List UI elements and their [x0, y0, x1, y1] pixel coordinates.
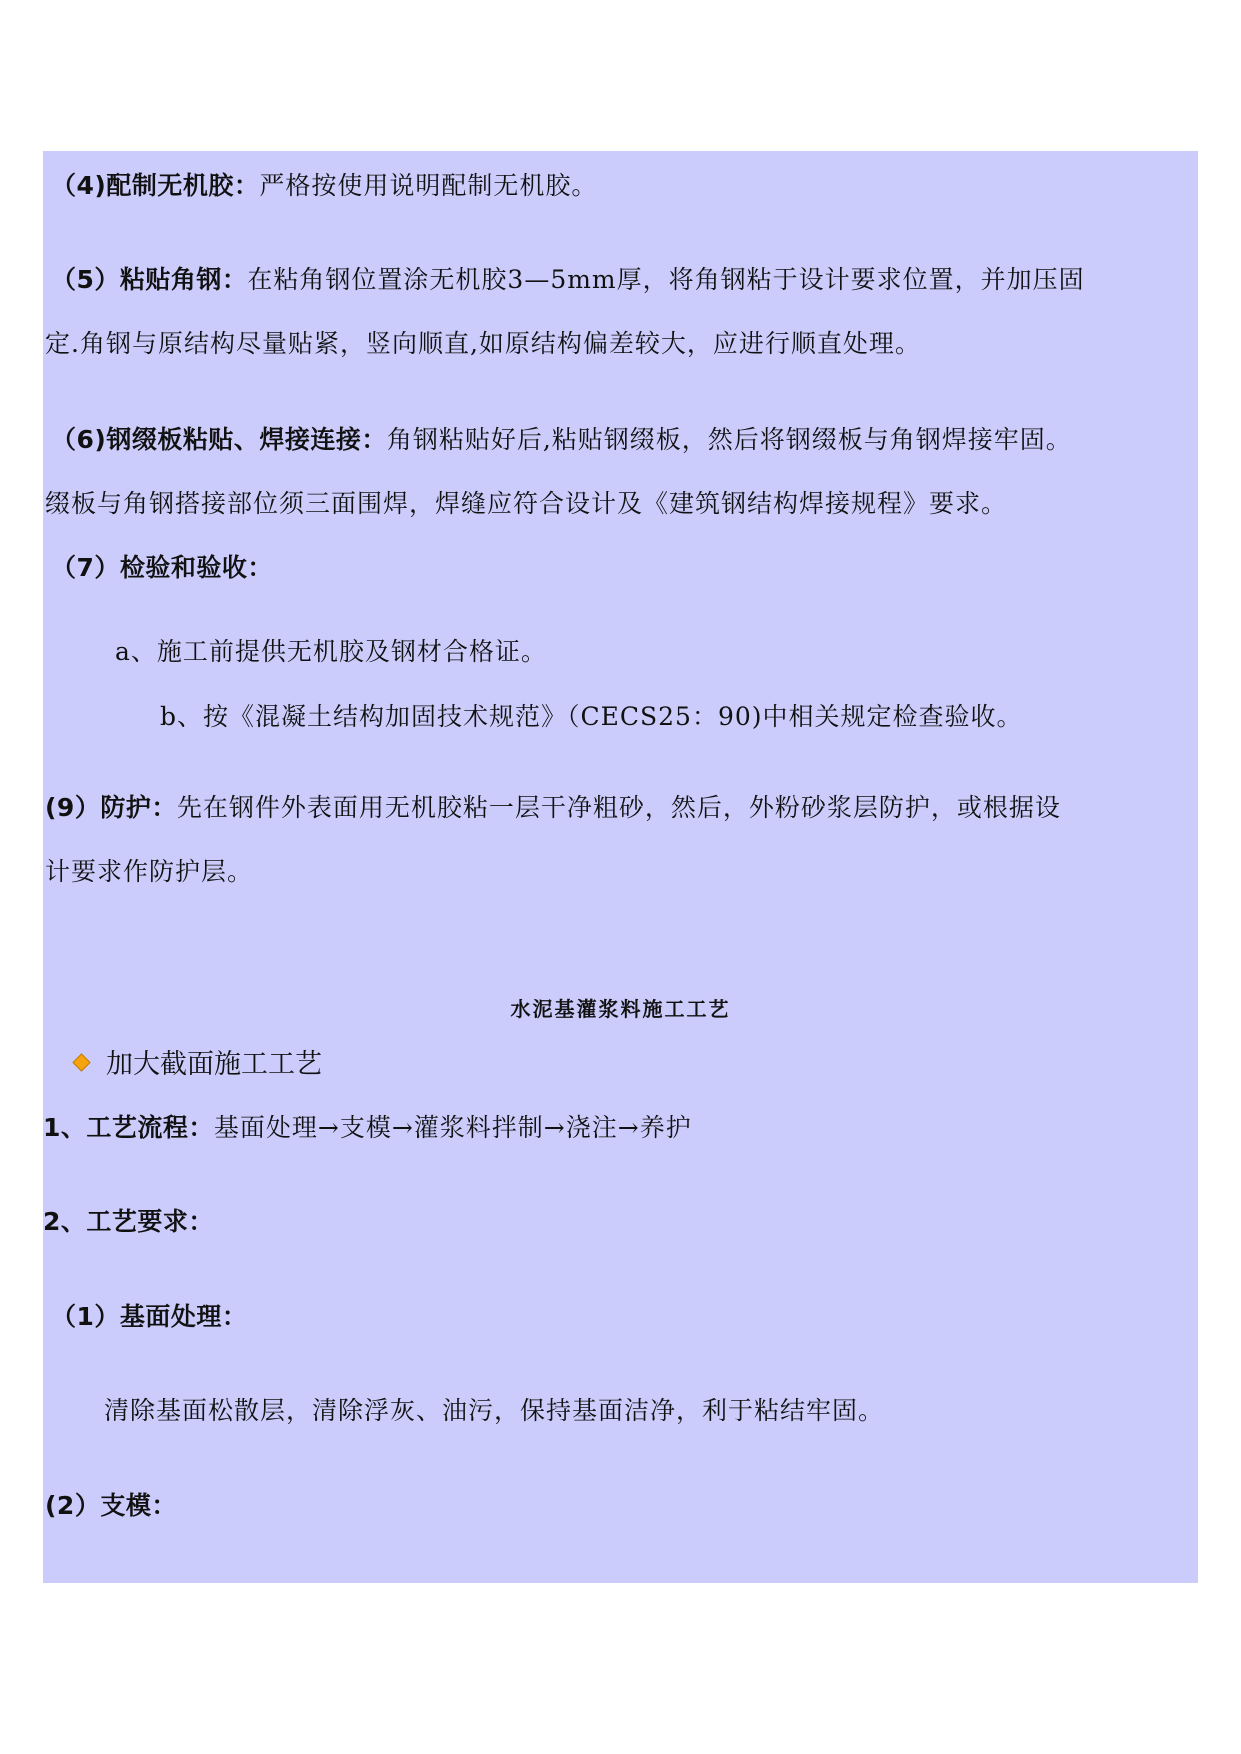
requirements-heading: 2、工艺要求： [43, 1207, 214, 1236]
step-2: (2）支模： [45, 1491, 177, 1520]
diamond-bullet-icon [72, 1053, 90, 1071]
item-7b: b、按《混凝土结构加固技术规范》（CECS25：90)中相关规定检查验收。 [160, 702, 1023, 731]
item-6-cont: 缀板与角钢搭接部位须三面围焊，焊缝应符合设计及《建筑钢结构焊接规程》要求。 [45, 489, 1008, 518]
process-flow: 1、工艺流程：基面处理→支模→灌浆料拌制→浇注→养护 [43, 1113, 692, 1142]
content-panel [43, 151, 1198, 1583]
item-7: （7）检验和验收： [51, 553, 273, 582]
bullet-heading: 加大截面施工工艺 [75, 1042, 322, 1081]
item-9: (9）防护：先在钢件外表面用无机胶粘一层干净粗砂，然后，外粉砂浆层防护，或根据设 [45, 793, 1061, 822]
section-title: 水泥基灌浆料施工工艺 [510, 997, 731, 1021]
item-6: （6)钢缀板粘贴、焊接连接：角钢粘贴好后,粘贴钢缀板，然后将钢缀板与角钢焊接牢固。 [51, 425, 1072, 454]
item-7a: a、施工前提供无机胶及钢材合格证。 [115, 637, 547, 666]
item-4: （4)配制无机胶：严格按使用说明配制无机胶。 [51, 171, 598, 200]
item-9-cont: 计要求作防护层。 [45, 857, 254, 886]
step-1-text: 清除基面松散层，清除浮灰、油污，保持基面洁净，利于粘结牢固。 [104, 1396, 885, 1425]
step-1: （1）基面处理： [51, 1302, 248, 1331]
item-5: （5）粘贴角钢：在粘角钢位置涂无机胶3—5mm厚，将角钢粘于设计要求位置，并加压固 [51, 265, 1085, 294]
item-5-cont: 定.角钢与原结构尽量贴紧，竖向顺直,如原结构偏差较大，应进行顺直处理。 [45, 329, 921, 358]
